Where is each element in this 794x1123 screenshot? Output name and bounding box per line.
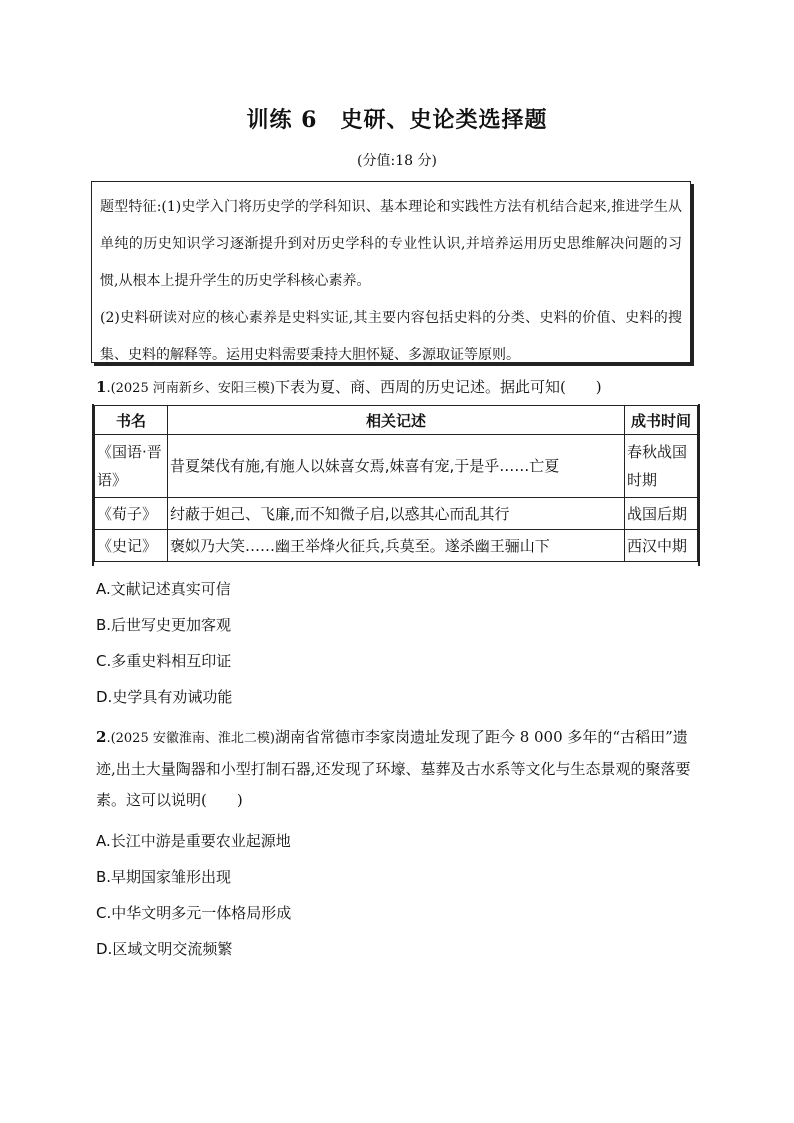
history-table (94, 405, 698, 562)
question-2-option-a[interactable]: A.长江中游是重要农业起源地 (96, 832, 291, 850)
question-1-stem (96, 376, 704, 397)
table-header-row (95, 406, 698, 435)
feature-paragraph-2: (2)史料研读对应的核心素养是史料实证,其主要内容包括史料的分类、史料的价值、史料的搜集、史料的解释等。运用史料需要秉持大胆怀疑、多源取证等原则。 (100, 310, 682, 363)
question-2-source: .(2025 安徽淮南、淮北二模) (106, 731, 275, 746)
page-title: 训练 6 史研、史论类选择题 (246, 107, 548, 133)
table-cell-book: 《荀子》 (95, 498, 168, 530)
question-2-option-b[interactable]: B.早期国家雏形出现 (96, 868, 232, 886)
table-header-cell: 书名 (95, 406, 168, 435)
table-cell-record: 纣蔽于妲己、飞廉,而不知微子启,以惑其心而乱其行 (168, 498, 625, 530)
question-1-option-d[interactable]: D.史学具有劝诫功能 (96, 688, 233, 706)
table-cell-book: 《史记》 (95, 530, 168, 562)
table-header-cell: 成书时间 (625, 406, 698, 435)
feature-paragraph-1: 题型特征:(1)史学入门将历史学的学科知识、基本理论和实践性方法有机结合起来,推进学生从单纯的历史知识学习逐渐提升到对历史学科的专业性认识,并培养运用历史思维解决问题的习惯,从根本上提升学生的历史学科核心素养。 (100, 199, 682, 289)
table-cell-time: 春秋战国时期 (625, 435, 698, 498)
question-2-text: 湖南省常德市李家岗遗址发现了距今 8 000 多年的“古稻田”遗迹,出土大量陶器和小型打制石器,还发现了环壕、墓葬及古水系等文化与生态景观的聚落要素。这可以说明( ) (96, 728, 691, 809)
table-row (95, 498, 698, 530)
feature-box (91, 181, 691, 363)
question-2-stem (96, 722, 704, 816)
table-cell-book: 《国语·晋语》 (95, 435, 168, 498)
table-cell-time: 西汉中期 (625, 530, 698, 562)
question-1-option-c[interactable]: C.多重史料相互印证 (96, 652, 232, 670)
table-row (95, 435, 698, 498)
table-row (95, 530, 698, 562)
question-1-option-a[interactable]: A.文献记述真实可信 (96, 580, 231, 598)
question-2-option-c[interactable]: C.中华文明多元一体格局形成 (96, 904, 292, 922)
question-1-option-b[interactable]: B.后世写史更加客观 (96, 616, 232, 634)
question-1-text: 下表为夏、商、西周的历史记述。据此可知( ) (274, 378, 602, 396)
question-1-source: .(2025 河南新乡、安阳三模) (106, 381, 275, 396)
table-cell-record: 褒姒乃大笑……幽王举烽火征兵,兵莫至。遂杀幽王骊山下 (168, 530, 625, 562)
table-header-cell: 相关记述 (168, 406, 625, 435)
table-outer-right-border (698, 404, 700, 566)
score-note: (分值:18 分) (357, 153, 437, 169)
question-2-number: 2 (96, 728, 107, 746)
table-cell-record: 昔夏桀伐有施,有施人以妹喜女焉,妹喜有宠,于是乎……亡夏 (168, 435, 625, 498)
question-1-number: 1 (96, 378, 107, 396)
question-2-option-d[interactable]: D.区域文明交流频繁 (96, 940, 233, 958)
table-cell-time: 战国后期 (625, 498, 698, 530)
